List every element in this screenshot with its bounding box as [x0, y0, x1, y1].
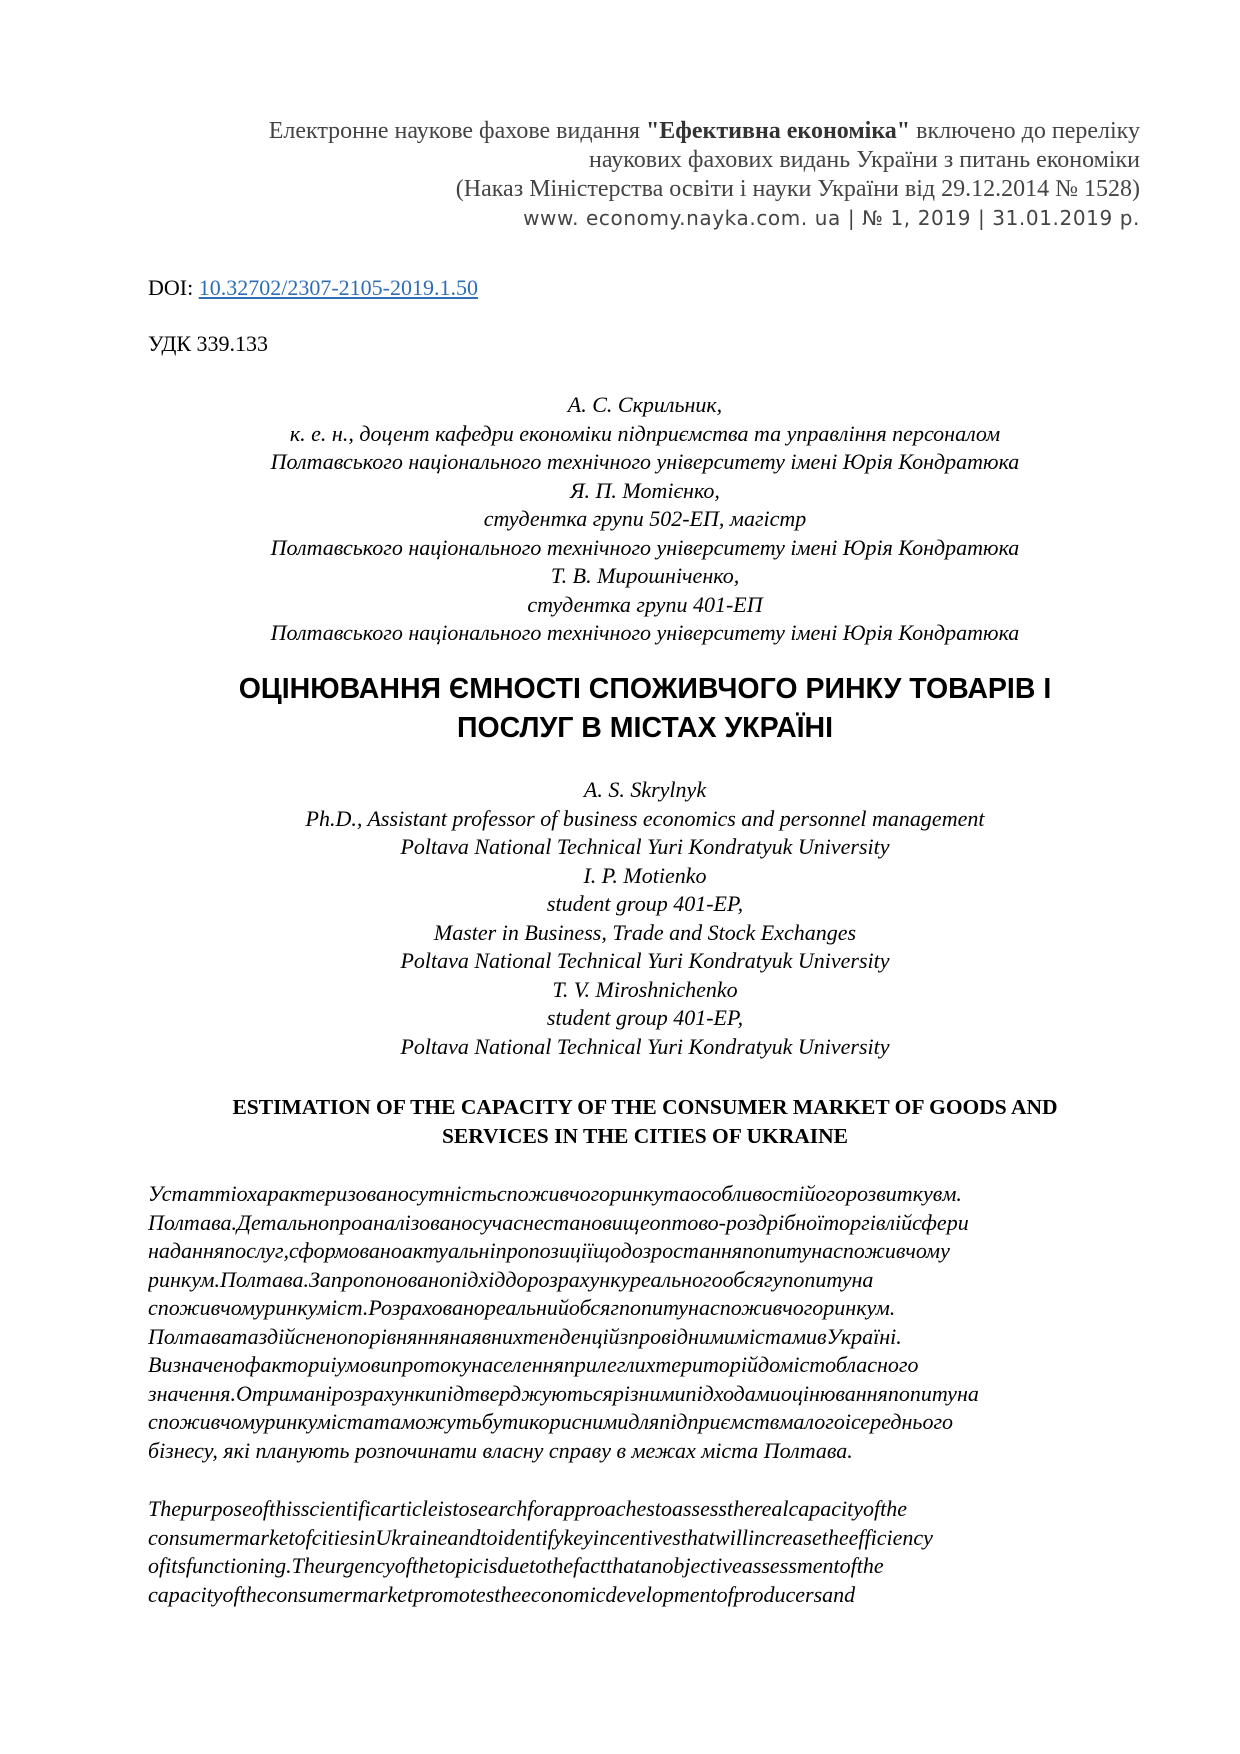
abstract-line: Полтава.Детальнопроаналізованосучаснестановищеоптово-роздрібноїторгівлійсфери: [148, 1209, 969, 1235]
doi-line: [148, 274, 478, 302]
author-line: student group 401-EP,: [546, 1005, 744, 1030]
author-line: А. С. Скрильник,: [567, 392, 723, 417]
author-line: T. V. Miroshnichenko: [552, 976, 738, 1002]
abstract-line: Thepurposeofthisscientificarticleistosearchforapproachestoassesstherealcapacityofthe: [148, 1496, 908, 1521]
author-line: Master in Business, Trade and Stock Exchanges: [433, 919, 857, 945]
journal-name: "Ефективна економіка": [645, 118, 911, 144]
author-line: к. е. н., доцент кафедри економіки підприємства та управління персоналом: [289, 420, 1001, 446]
abstract-line: ПолтаватаздійсненопорівняннянаявнихтенденційзпровіднимимістамивУкраїні.: [148, 1323, 902, 1349]
masthead-line-3: (Наказ Міністерства освіти і науки України від 29.12.2014 № 1528): [455, 176, 1140, 202]
abstract-english: [148, 1495, 1143, 1609]
masthead-site-line: www. economy.nayka.com. ua | № 1, 2019 | 31.01.2019 р.: [523, 206, 1140, 230]
author-line: студентка групи 401-ЕП: [527, 591, 763, 617]
title-line: SERVICES IN THE CITIES OF UKRAINE: [441, 1123, 849, 1148]
abstract-line: бізнесу, які планують розпочинати власну справу в межах міста Полтава.: [148, 1437, 853, 1463]
title-line: ОЦІНЮВАННЯ ЄМНОСТІ СПОЖИВЧОГО РИНКУ ТОВАРІВ І: [238, 673, 1052, 705]
abstract-ukrainian: [148, 1180, 1143, 1465]
author-line: Полтавського національного технічного університету імені Юрія Кондратюка: [270, 449, 1020, 474]
author-line: Poltava National Technical Yuri Kondratyuk University: [400, 1033, 890, 1059]
author-line: Poltava National Technical Yuri Kondratyuk University: [400, 948, 890, 973]
abstract-line: споживчомуринкумістатаможутьбутикориснимидляпідприємствмалогоісереднього: [148, 1409, 954, 1434]
doi-link[interactable]: 10.32702/2307-2105-2019.1.50: [198, 275, 478, 300]
doi-label: DOI:: [148, 275, 199, 300]
article-title-ukrainian: [130, 670, 1160, 748]
abstract-line: споживчомуринкуміст.Розрахованореальнийобсягпопитунаспоживчогоринкум.: [148, 1295, 896, 1320]
author-line: Т. В. Мирошніченко,: [550, 563, 740, 588]
masthead-line-1: Електронне наукове фахове видання "Ефективна економіка" включено до переліку: [268, 118, 1140, 144]
author-line: A. S. Skrylnyk: [583, 777, 707, 802]
abstract-line: consumermarketofcitiesinUkraineandtoidentifykeyincentivesthatwillincreasetheefficiency: [148, 1524, 933, 1550]
article-title-english: [130, 1093, 1160, 1150]
abstract-line: значення.Отриманірозрахункипідтверджуютьсярізнимипідходамиоцінюванняпопитуна: [148, 1380, 979, 1406]
masthead-line-2: наукових фахових видань України з питань економіки: [589, 147, 1140, 173]
abstract-line: capacityoftheconsumermarketpromotestheeconomicdevelopmentofproducersand: [148, 1581, 856, 1607]
author-line: I. P. Motienko: [583, 862, 707, 888]
udc-code: УДК 339.133: [148, 331, 269, 356]
title-line: ПОСЛУГ В МІСТАХ УКРАЇНІ: [456, 712, 834, 744]
abstract-line: ринкум.Полтава.Запропонованопідхіддорозрахункуреальногообсягупопитуна: [148, 1266, 874, 1292]
abstract-line: Устаттіохарактеризованосутністьспоживчогоринкутаособливостійогорозвиткувм.: [148, 1181, 962, 1206]
author-line: Полтавського національного технічного університету імені Юрія Кондратюка: [270, 534, 1020, 560]
abstract-line: ofitsfunctioning.Theurgencyofthetopicisduetothefactthatanobjectiveassessmentofthe: [148, 1553, 884, 1578]
abstract-line: Визначенофакториіумовипротокунаселенняприлеглихтериторійдомістобласного: [148, 1352, 919, 1377]
title-line: ESTIMATION OF THE CAPACITY OF THE CONSUMER MARKET OF GOODS AND: [232, 1095, 1058, 1119]
author-line: Poltava National Technical Yuri Kondratyuk University: [400, 834, 890, 859]
authors-english: [130, 776, 1160, 1061]
authors-ukrainian: [130, 391, 1160, 648]
author-line: Полтавського національного технічного університету імені Юрія Кондратюка: [270, 620, 1020, 645]
author-line: Ph.D., Assistant professor of business economics and personnel management: [305, 805, 985, 831]
author-line: студентка групи 502-ЕП, магістр: [483, 506, 807, 531]
author-line: student group 401-EP,: [546, 891, 744, 916]
journal-masthead: [130, 117, 1140, 233]
abstract-line: наданняпослуг,сформованоактуальніпропозиціїщодозростанняпопитунаспоживчому: [148, 1238, 950, 1263]
author-line: Я. П. Мотієнко,: [570, 477, 720, 503]
